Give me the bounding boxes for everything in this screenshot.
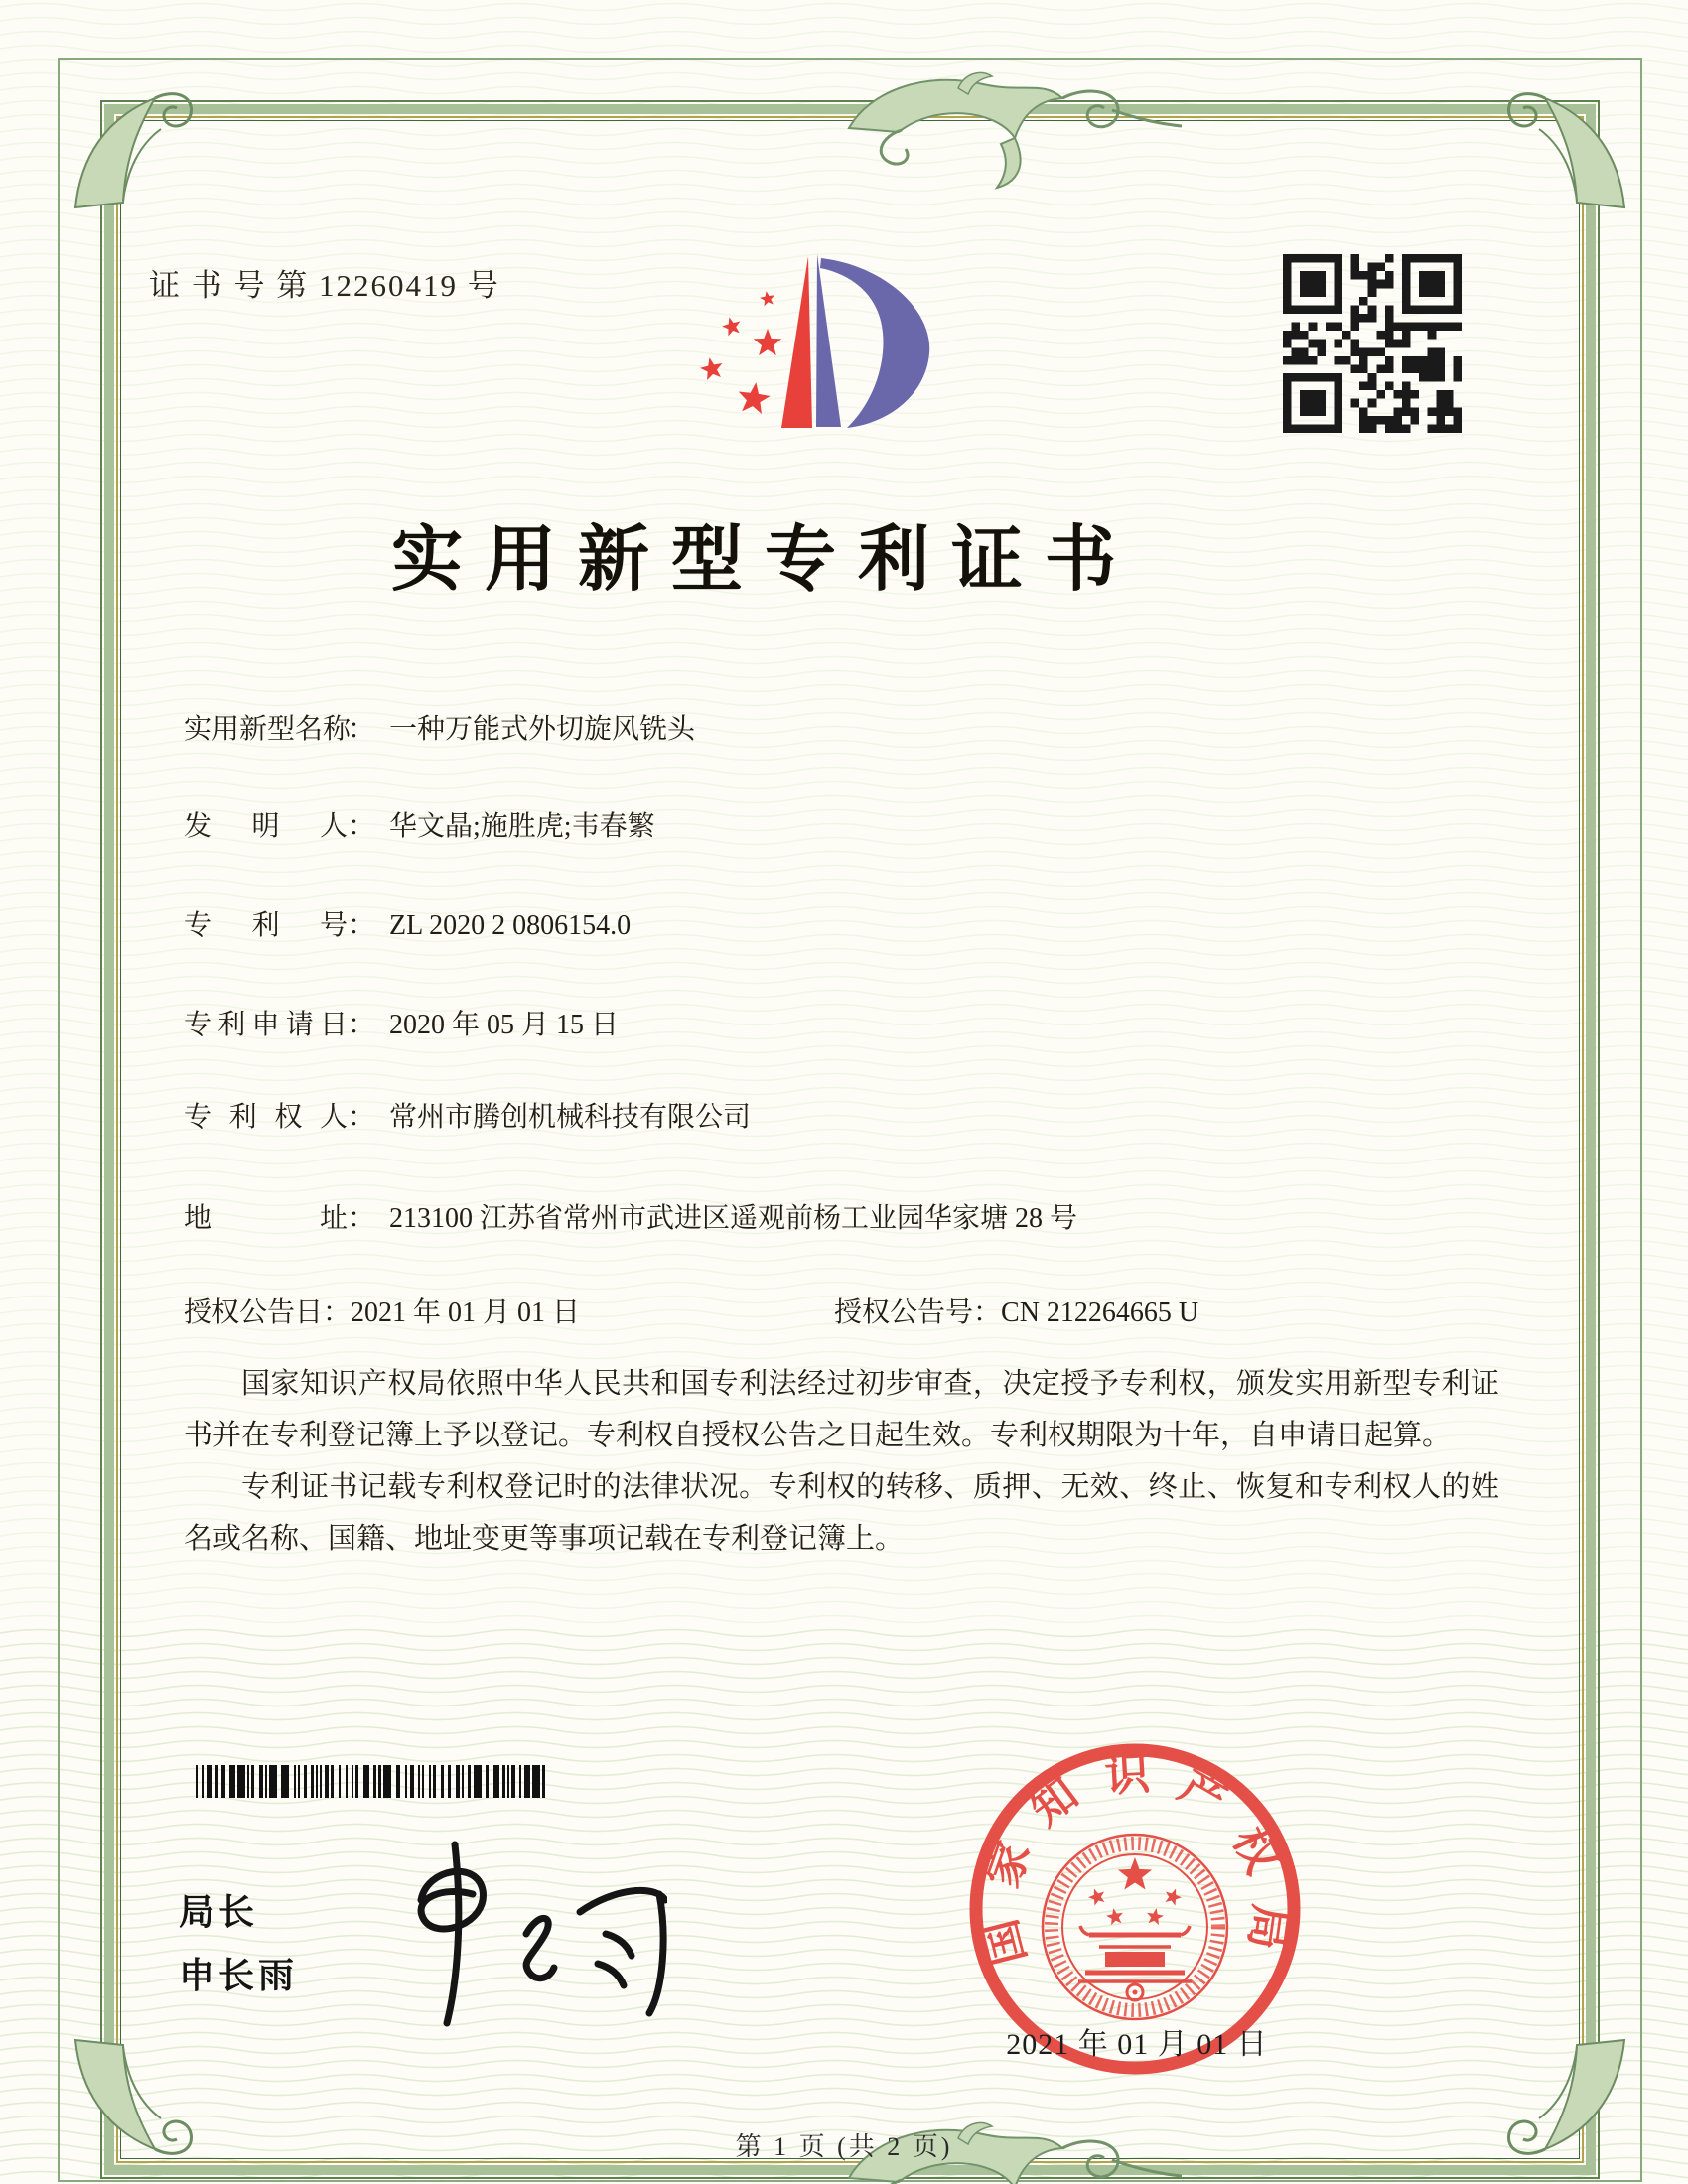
logo-star-icon [700, 357, 722, 380]
official-seal [912, 1686, 1358, 2132]
grant-date-label: 授权公告日 [184, 1297, 324, 1328]
field-label: 实用新型名称 [184, 714, 352, 745]
top-center-flourish [506, 63, 1182, 194]
grant-date-value: 2021 年 01 月 01 日 [351, 1297, 581, 1328]
top-left-corner-flourish [66, 64, 214, 212]
logo-blue-wedge [816, 254, 841, 427]
field-colon: ： [348, 1203, 376, 1234]
qr-code [1283, 254, 1462, 433]
director-title: 局长 [179, 1891, 259, 1932]
seal-date: 2021 年 01 月 01 日 [1006, 2028, 1268, 2061]
field-label: 专 利 权 人 [184, 1102, 348, 1133]
certificate-title: 实用新型专利证书 [390, 520, 1138, 600]
logo-star-icon [760, 291, 774, 306]
top-right-corner-flourish [1485, 64, 1634, 212]
field-colon: ： [973, 1297, 1002, 1328]
field-colon: ： [348, 811, 376, 842]
field-colon: ： [348, 910, 376, 941]
field-value: ZL 2020 2 0806154.0 [389, 910, 632, 941]
field-row-name [184, 707, 695, 747]
field-colon: ： [323, 1297, 352, 1328]
field-label: 发 明 人 [184, 811, 348, 842]
field-value: 2020 年 05 月 15 日 [389, 1010, 620, 1040]
field-row-patent-number [184, 903, 631, 943]
body-paragraph-1: 国家知识产权局依照中华人民共和国专利法经过初步审查，决定授予专利权，颁发实用新型专利证书并在专利登记簿上予以登记。专利权自授权公告之日起生效。专利权期限为十年，自申请日起算。 [184, 1368, 1499, 1451]
logo-star-icon [754, 329, 782, 355]
field-label: 专利申请日 [184, 1010, 348, 1040]
national-emblem [1043, 1835, 1227, 2019]
field-row-filing-date [184, 1003, 619, 1042]
certificate-number: 证 书 号 第 12260419 号 [149, 268, 500, 303]
field-row-patentee [184, 1095, 751, 1135]
field-colon: ： [348, 1102, 376, 1133]
field-label: 地 址 [184, 1203, 348, 1234]
field-value: 华文晶;施胜虎;韦春繁 [389, 811, 655, 842]
field-label: 专 利 号 [184, 910, 348, 941]
field-value: 常州市腾创机械科技有限公司 [389, 1102, 752, 1133]
field-row-address [184, 1196, 1077, 1236]
field-row-inventors [184, 804, 655, 844]
cnipa-logo [683, 226, 953, 437]
field-value: 213100 江苏省常州市武进区遥观前杨工业园华家塘 28 号 [389, 1203, 1078, 1234]
director-signature [369, 1839, 667, 2032]
barcode [196, 1765, 545, 1798]
field-value: 一种万能式外切旋风铣头 [389, 714, 696, 745]
seal-text: 国家知识产权局 [975, 1748, 1296, 1971]
grant-row [184, 1291, 1199, 1330]
director-name: 申长雨 [179, 1955, 299, 1995]
page-footer: 第 1 页 (共 2 页) [735, 2132, 953, 2161]
field-colon: ： [348, 714, 376, 745]
legal-text-block [184, 1358, 1499, 1565]
logo-star-icon [722, 317, 740, 336]
field-colon: ： [348, 1010, 376, 1040]
grant-no-value: CN 212264665 U [1001, 1297, 1199, 1328]
body-paragraph-2: 专利证书记载专利权登记时的法律状况。专利权的转移、质押、无效、终止、恢复和专利权人的姓名或名称、国籍、地址变更等事项记载在专利登记簿上。 [184, 1471, 1499, 1555]
grant-no-label: 授权公告号 [834, 1297, 974, 1328]
logo-star-icon [739, 382, 771, 414]
logo-red-wedge [781, 256, 812, 428]
